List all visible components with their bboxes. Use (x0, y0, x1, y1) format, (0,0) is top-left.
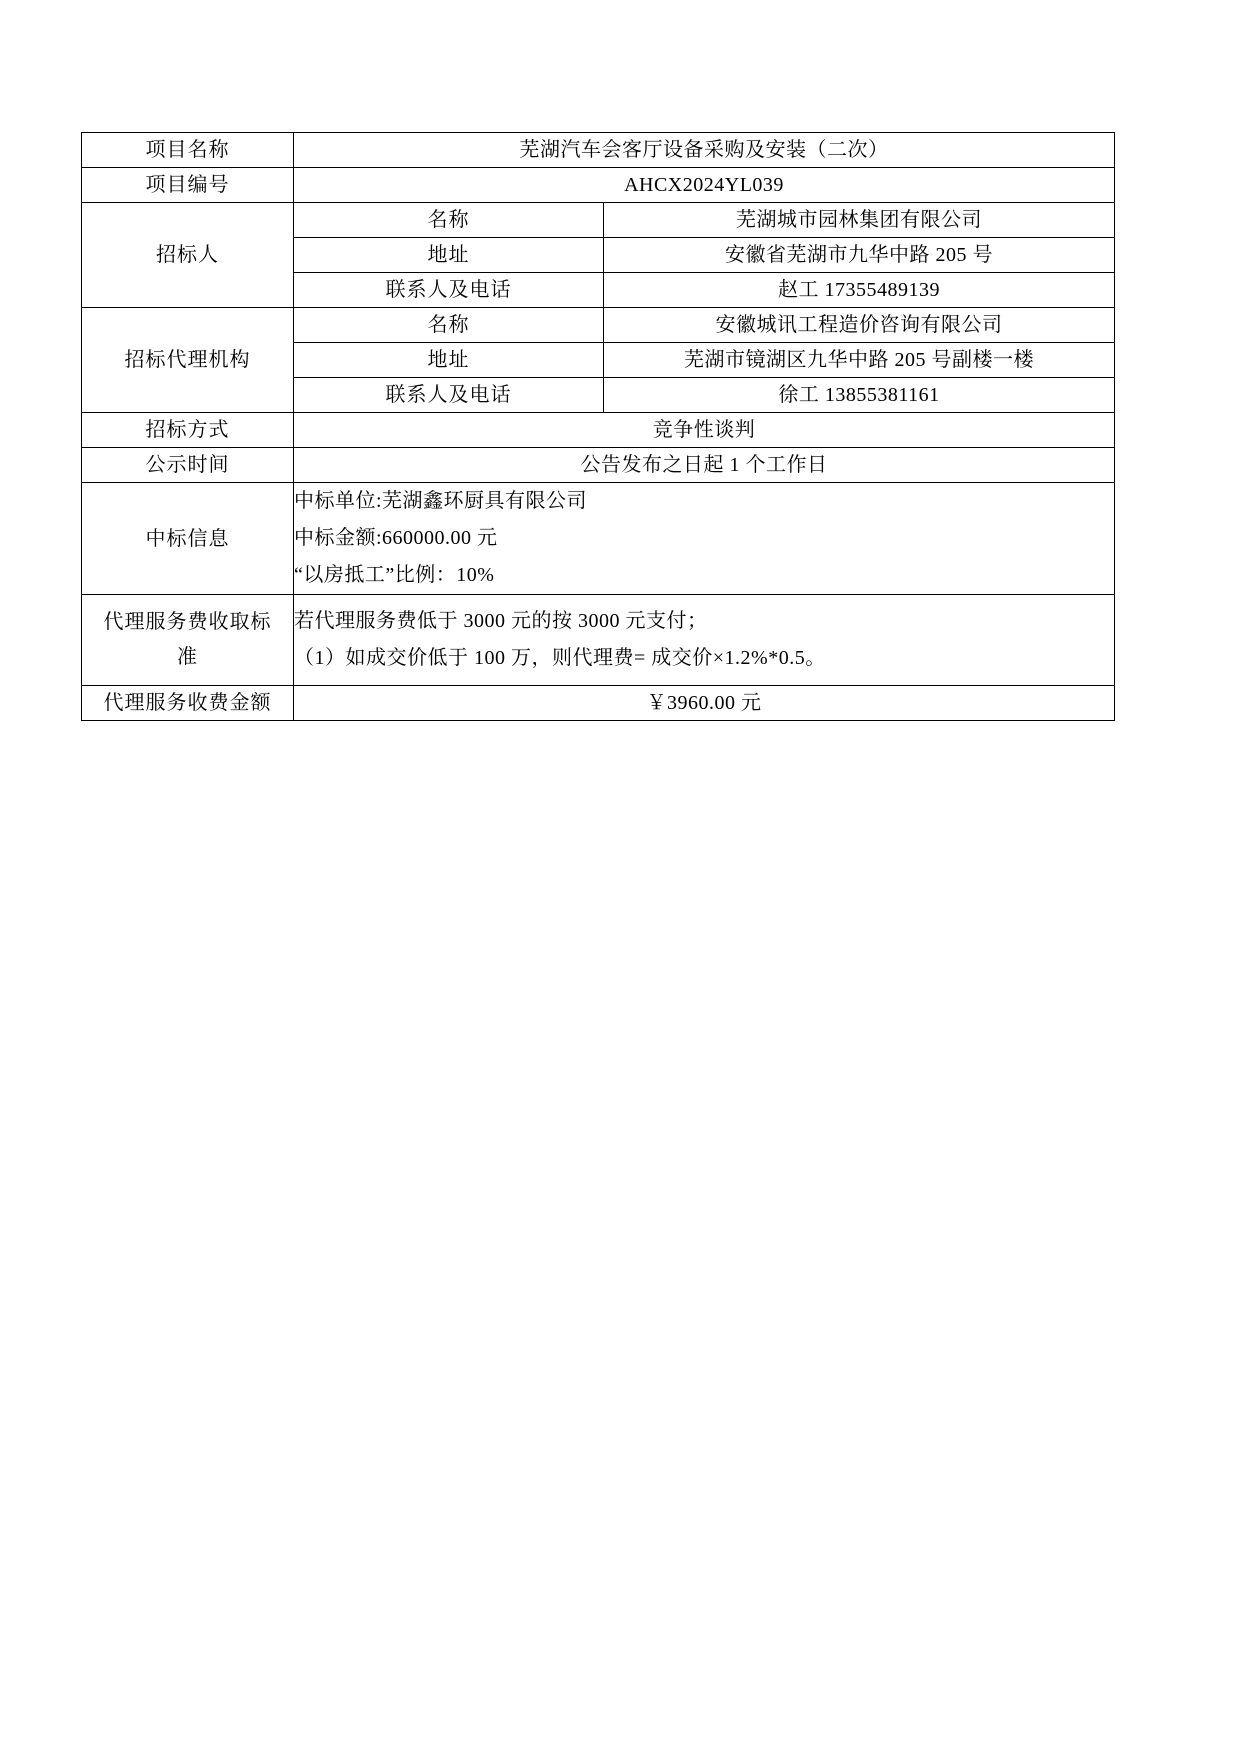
row-label-publicity-period: 公示时间 (82, 448, 294, 483)
award-info-line-2: 中标金额:660000.00 元 (294, 527, 498, 549)
row-label-award-info: 中标信息 (82, 483, 294, 595)
row-value-tenderee-address: 安徽省芜湖市九华中路 205 号 (604, 238, 1115, 273)
table-row (82, 483, 1115, 595)
row-value-agency-name: 安徽城讯工程造价咨询有限公司 (604, 308, 1115, 343)
row-label-project-name: 项目名称 (82, 133, 294, 168)
table-row (82, 595, 1115, 686)
table-row (82, 448, 1115, 483)
row-value-project-name: 芜湖汽车会客厅设备采购及安装（二次） (294, 133, 1115, 168)
row-label-tenderee: 招标人 (82, 203, 294, 308)
row-value-agency-contact: 徐工 13855381161 (604, 378, 1115, 413)
row-value-fee-amount: ￥3960.00 元 (294, 686, 1115, 721)
award-info-line-3: “以房抵工”比例：10% (294, 564, 495, 586)
row-label-fee-amount: 代理服务收费金额 (82, 686, 294, 721)
row-value-project-code: AHCX2024YL039 (294, 168, 1115, 203)
row-value-agency-address: 芜湖市镜湖区九华中路 205 号副楼一楼 (604, 343, 1115, 378)
table-row (82, 133, 1115, 168)
row-value-publicity-period: 公告发布之日起 1 个工作日 (294, 448, 1115, 483)
row-value-tender-method: 竞争性谈判 (294, 413, 1115, 448)
row-label-tender-method: 招标方式 (82, 413, 294, 448)
bid-result-table (81, 132, 1115, 721)
sub-label-agency-name: 名称 (294, 308, 604, 343)
fee-standard-label-line-2: 准 (177, 646, 198, 668)
award-info-line-1: 中标单位:芜湖鑫环厨具有限公司 (294, 490, 588, 512)
table-row (82, 308, 1115, 343)
table-row (82, 168, 1115, 203)
sub-label-agency-contact: 联系人及电话 (294, 378, 604, 413)
row-label-agency: 招标代理机构 (82, 308, 294, 413)
fee-standard-line-2: （1）如成交价低于 100 万，则代理费= 成交价×1.2%*0.5。 (294, 647, 826, 669)
fee-standard-line-1: 若代理服务费低于 3000 元的按 3000 元支付； (294, 610, 708, 632)
table-row (82, 686, 1115, 721)
row-label-project-code: 项目编号 (82, 168, 294, 203)
row-value-fee-standard (294, 595, 1115, 686)
row-value-tenderee-contact: 赵工 17355489139 (604, 273, 1115, 308)
row-value-award-info (294, 483, 1115, 595)
sub-label-tenderee-contact: 联系人及电话 (294, 273, 604, 308)
sub-label-tenderee-name: 名称 (294, 203, 604, 238)
fee-standard-label-line-1: 代理服务费收取标 (103, 611, 272, 633)
sub-label-agency-address: 地址 (294, 343, 604, 378)
row-label-fee-standard (82, 595, 294, 686)
table-row (82, 203, 1115, 238)
row-value-tenderee-name: 芜湖城市园林集团有限公司 (604, 203, 1115, 238)
sub-label-tenderee-address: 地址 (294, 238, 604, 273)
table-row (82, 413, 1115, 448)
